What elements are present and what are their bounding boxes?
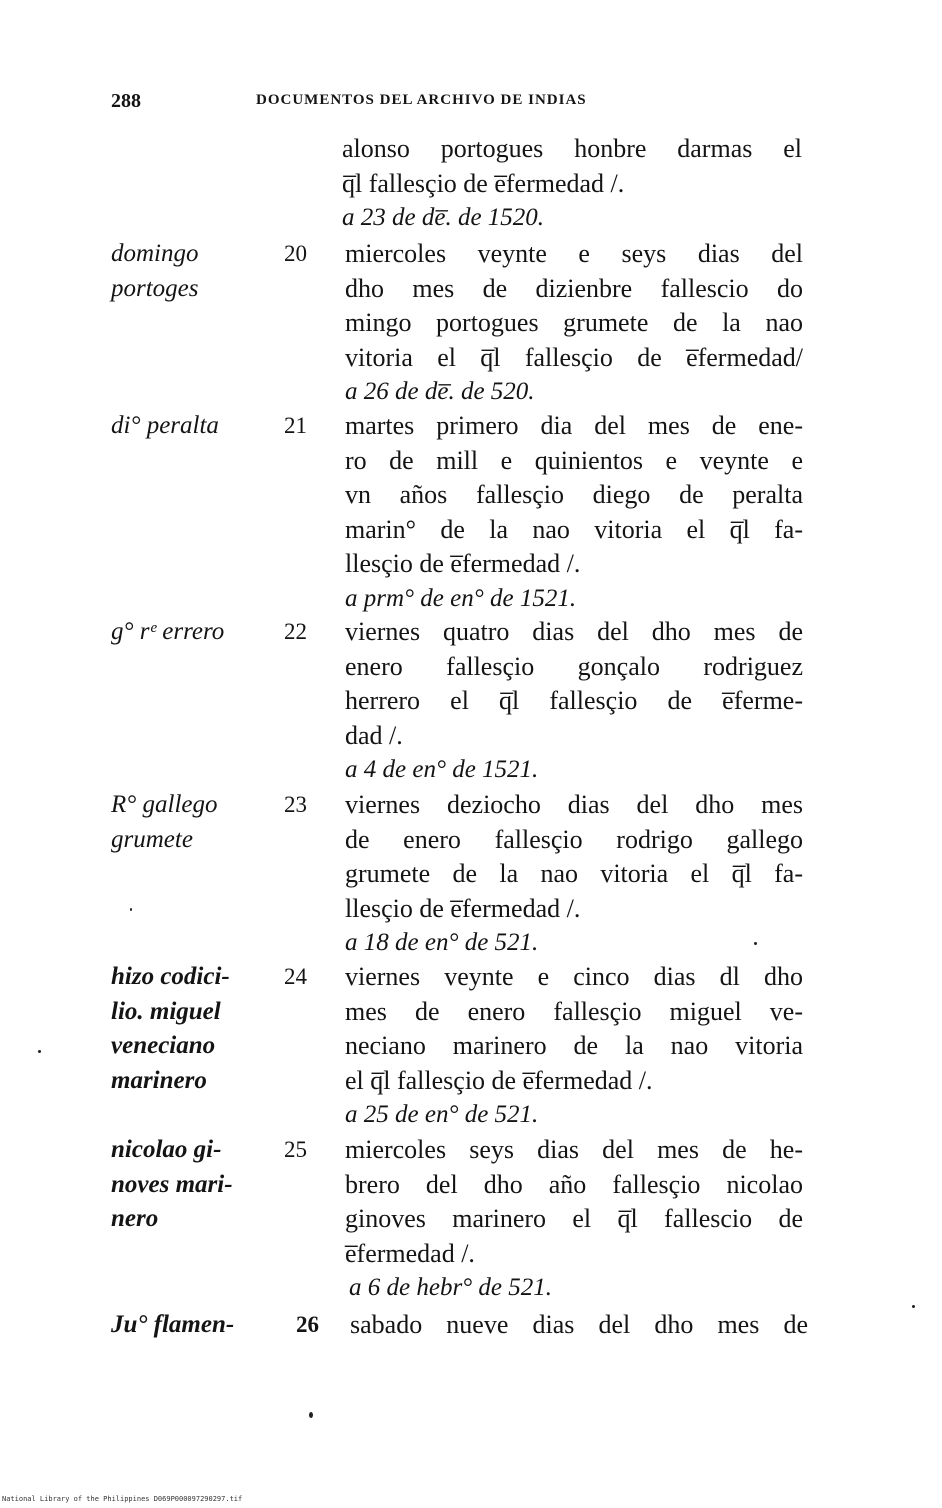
margin-note: [111, 960, 281, 1098]
entry-number: 21: [284, 413, 307, 438]
entry-number: 23: [284, 792, 307, 817]
text-line: herrero el q̅l fallesçio de e̅ferme-: [345, 686, 803, 715]
entry-date: a 26 de de̅. de 520.: [345, 378, 535, 405]
margin-note-line: nicolao gi-: [111, 1136, 222, 1163]
margin-note-line: lio. miguel: [111, 997, 221, 1025]
page-header: [0, 88, 942, 118]
entry-text: [350, 1308, 808, 1343]
entry-number: 26: [296, 1312, 319, 1337]
margin-note-line: di° peralta: [111, 412, 219, 439]
entry-date: a 6 de hebr° de 521.: [349, 1274, 553, 1301]
entry-text: [345, 409, 803, 616]
text-line: dho mes de dizienbre fallescio do: [345, 273, 803, 303]
text-line: enero fallesçio gonçalo rodriguez: [345, 651, 803, 681]
text-line: mes de enero fallesçio miguel ve-: [345, 996, 803, 1026]
text-line: viernes quatro dias del dho mes de: [345, 617, 803, 646]
margin-note: [111, 409, 281, 444]
margin-note-line: nero: [111, 1205, 159, 1232]
margin-note-line: R° gallego: [111, 791, 218, 818]
margin-note-line: veneciano: [111, 1032, 216, 1059]
text-line: llesçio de e̅fermedad /.: [345, 549, 581, 578]
margin-note-line: domingo: [111, 240, 199, 267]
text-line: ro de mill e quinientos e veynte e: [345, 445, 803, 475]
text-line: dad /.: [345, 720, 403, 750]
continued-entry: [342, 132, 802, 236]
scan-speck: [130, 908, 132, 911]
running-title: DOCUMENTOS DEL ARCHIVO DE INDIAS: [256, 92, 587, 108]
margin-note-line: portoges: [111, 274, 199, 302]
text-line: vn años fallesçio diego de peralta: [345, 480, 803, 509]
page-number: 288: [111, 90, 141, 112]
text-line: neciano marinero de la nao vitoria: [345, 1031, 803, 1060]
text-line: llesçio de e̅fermedad /.: [345, 893, 581, 923]
entry-date: a 25 de en° de 521.: [345, 1101, 539, 1128]
margin-note: [111, 615, 281, 650]
margin-note: [111, 1308, 281, 1343]
entry-number: 22: [284, 619, 307, 644]
margin-note: [111, 237, 281, 306]
text-line: brero del dho año fallesçio nicolao: [345, 1169, 803, 1199]
scan-speck: [912, 1305, 915, 1308]
text-line: viernes deziocho dias del dho mes: [345, 790, 803, 819]
text-line: ginoves marinero el q̅l fallescio de: [345, 1204, 803, 1233]
margin-note-line: g° rᵉ errero: [111, 618, 225, 645]
scan-speck: [309, 1412, 313, 1418]
margin-note-line: Ju° flamen-: [111, 1311, 235, 1338]
text-line: marin° de la nao vitoria el q̅l fa-: [345, 514, 803, 544]
scan-speck: [38, 1050, 41, 1053]
text-line: el q̅l fallesçio de e̅fermedad /.: [345, 1065, 653, 1095]
entry-date: a 23 de de̅. de 1520.: [342, 204, 545, 231]
entry-text: [345, 1133, 803, 1306]
text-line: e̅fermedad /.: [345, 1238, 475, 1268]
entry-number: 20: [284, 241, 307, 266]
entry-text: [345, 788, 803, 961]
text-line: de enero fallesçio rodrigo gallego: [345, 824, 803, 854]
text-line: martes primero dia del mes de ene-: [345, 411, 803, 440]
text-line: vitoria el q̅l fallesçio de e̅fermedad/: [345, 342, 803, 372]
scan-speck: [754, 942, 757, 945]
entry-text: [345, 615, 803, 788]
text-line: miercoles seys dias del mes de he-: [345, 1135, 803, 1164]
entry-date: a 18 de en° de 521.: [345, 929, 539, 956]
entry-number: 24: [284, 964, 307, 989]
margin-note-line: marinero: [111, 1066, 207, 1094]
entry-text: [345, 237, 803, 410]
text-line: viernes veynte e cinco dias dl dho: [345, 962, 803, 991]
text-line: q̅l fallesçio de e̅fermedad /.: [342, 168, 625, 198]
entry-date: a 4 de en° de 1521.: [345, 756, 539, 783]
margin-note-line: noves mari-: [111, 1170, 233, 1198]
margin-note: [111, 1133, 281, 1237]
margin-note-line: hizo codici-: [111, 963, 230, 990]
entry-text: [345, 960, 803, 1133]
text-line: sabado nueve dias del dho mes de: [350, 1310, 808, 1339]
scan-footer: National Library of the Philippines D069P000097290297.tif: [2, 1495, 243, 1503]
entry-number: 25: [284, 1137, 307, 1162]
text-line: miercoles veynte e seys dias del: [345, 239, 803, 268]
margin-note-line: grumete: [111, 825, 193, 853]
text-line: alonso portogues honbre darmas el: [342, 134, 802, 163]
text-line: grumete de la nao vitoria el q̅l fa-: [345, 859, 803, 888]
entry-date: a prm° de en° de 1521.: [345, 584, 577, 612]
text-line: mingo portogues grumete de la nao: [345, 308, 803, 337]
margin-note: [111, 788, 281, 857]
